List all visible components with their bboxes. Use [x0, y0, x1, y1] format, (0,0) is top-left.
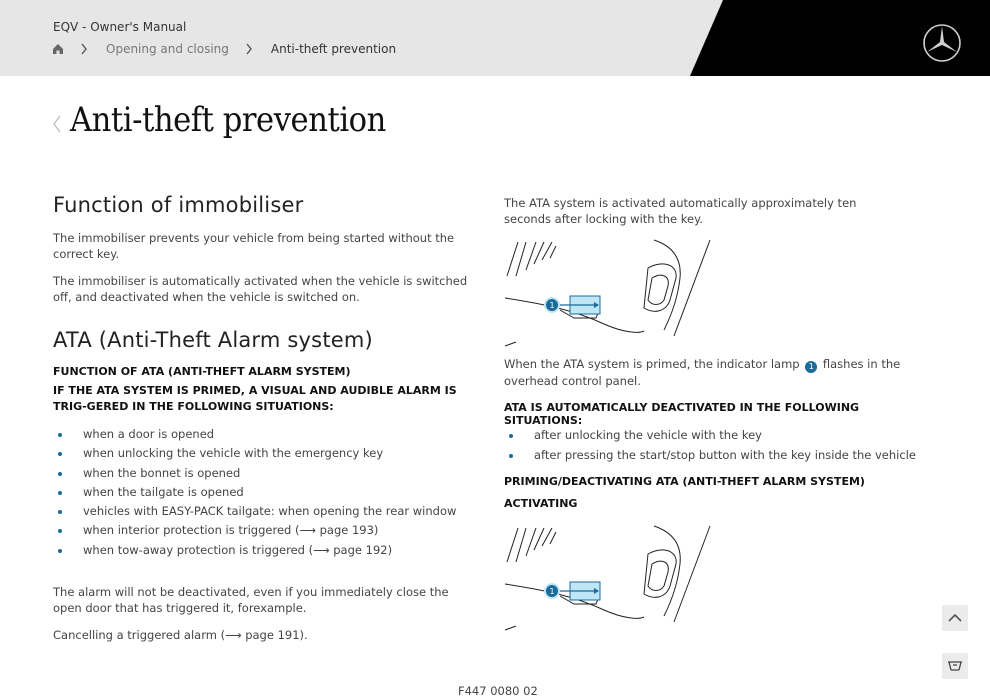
- alarm-situations-list: [53, 425, 473, 560]
- breadcrumb-current: Anti-theft prevention: [270, 42, 397, 56]
- figure-code: F447 0080 02: [458, 684, 538, 698]
- breadcrumb: [52, 42, 396, 56]
- header-bar: [0, 0, 990, 76]
- vehicle-button[interactable]: [942, 653, 968, 679]
- chevron-up-icon: [942, 605, 968, 631]
- chevron-right-icon: [80, 43, 88, 55]
- ata-if-primed-caption: IF THE ATA SYSTEM IS PRIMED, A VISUAL AND AUDIBLE ALARM IS TRIG-GERED IN THE FOLLOWING SITUATIONS:: [53, 384, 457, 413]
- mercedes-star-logo: [922, 23, 962, 63]
- primed-paragraph: When the ATA system is primed, the indicator lamp 1 flashes in the overhead control panel.: [504, 357, 901, 388]
- not-deactivated-paragraph: The alarm will not be deactivated, even if you immediately close the open door that has triggered it, forexample.: [53, 585, 449, 615]
- ata-heading: ATA (Anti-Theft Alarm system): [53, 328, 373, 352]
- immobiliser-heading: Function of immobiliser: [53, 193, 304, 217]
- auto-deactivated-caption: ATA IS AUTOMATICALLY DEACTIVATED IN THE FOLLOWING SITUATIONS:: [504, 401, 860, 427]
- deactivation-list: [504, 426, 934, 465]
- page-title: Anti-theft prevention: [70, 100, 386, 140]
- immobiliser-paragraph-2: The immobiliser is automatically activated when the vehicle is switched off, and deactivated when the vehicle is switched on.: [53, 274, 468, 304]
- list-item: when a door is opened: [53, 425, 473, 444]
- list-item[interactable]: when interior protection is triggered (⟶ page 193): [53, 521, 473, 540]
- indicator-lamp-icon: 1: [805, 361, 817, 373]
- list-item[interactable]: when tow-away protection is triggered (⟶ page 192): [53, 541, 473, 560]
- activating-caption: ACTIVATING: [504, 497, 578, 510]
- chevron-right-icon: [245, 43, 253, 55]
- scroll-to-top-button[interactable]: [942, 605, 968, 631]
- priming-caption: PRIMING/DEACTIVATING ATA (ANTI-THEFT ALARM SYSTEM): [504, 475, 865, 488]
- immobiliser-paragraph-1: The immobiliser prevents your vehicle from being started without the correct key.: [53, 231, 455, 261]
- back-chevron-icon[interactable]: [52, 114, 62, 134]
- list-item: after pressing the start/stop button with the key inside the vehicle: [504, 446, 934, 466]
- list-item: when the tailgate is opened: [53, 483, 473, 502]
- doc-title: EQV - Owner's Manual: [53, 20, 187, 34]
- svg-text:1: 1: [549, 301, 555, 310]
- activated-paragraph: The ATA system is activated automatically approximately ten seconds after locking with the key.: [504, 196, 857, 226]
- ata-function-caption: FUNCTION OF ATA (ANTI-THEFT ALARM SYSTEM): [53, 365, 351, 378]
- home-icon[interactable]: [52, 43, 64, 55]
- vehicle-icon: [942, 653, 968, 679]
- overhead-panel-illustration: [504, 238, 714, 348]
- svg-text:1: 1: [549, 587, 555, 596]
- breadcrumb-link-opening[interactable]: Opening and closing: [106, 42, 229, 56]
- list-item: after unlocking the vehicle with the key: [504, 426, 934, 446]
- overhead-panel-illustration-2: [504, 524, 714, 634]
- cancelling-paragraph[interactable]: Cancelling a triggered alarm (⟶ page 191).: [53, 628, 308, 642]
- list-item: when the bonnet is opened: [53, 464, 473, 483]
- list-item: when unlocking the vehicle with the emergency key: [53, 444, 473, 463]
- list-item: vehicles with EASY-PACK tailgate: when opening the rear window: [53, 502, 473, 521]
